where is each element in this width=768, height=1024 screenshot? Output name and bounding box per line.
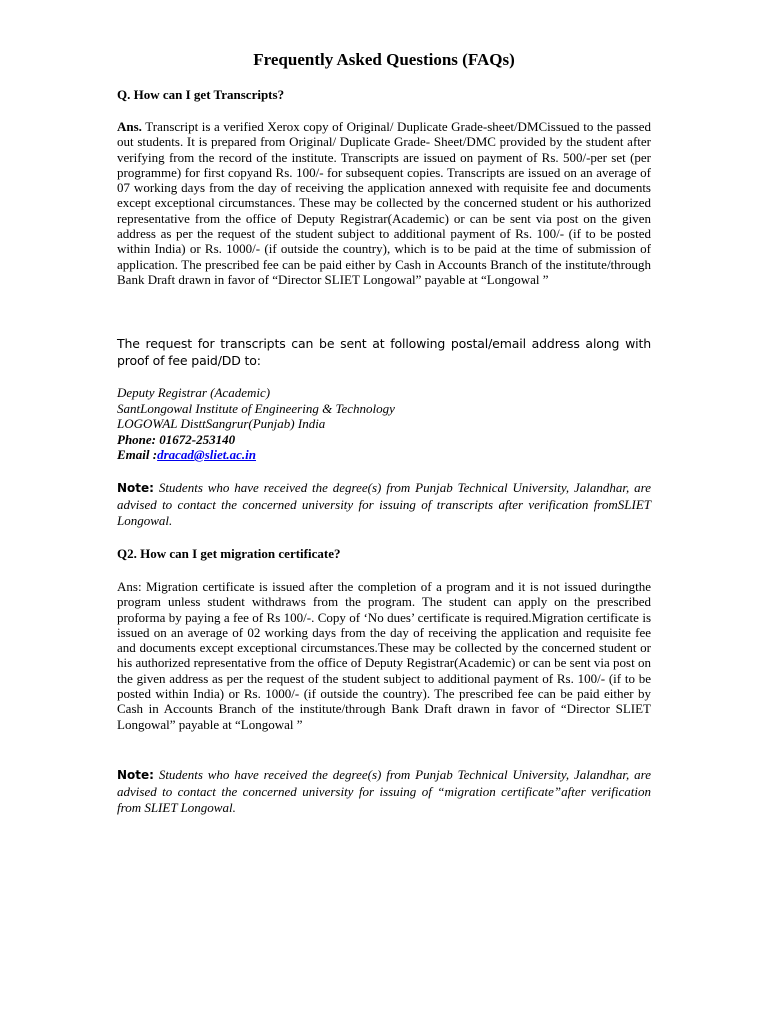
note-label: Note: bbox=[117, 481, 154, 495]
address-email-row bbox=[117, 447, 651, 463]
note-migration-text: Students who have received the degree(s) from Punjab Technical University, Jalandhar, are advised to contact the concerned university for issuing of “migration certificate”after verification from SLIET Longowal. bbox=[117, 767, 651, 815]
page-title: Frequently Asked Questions (FAQs) bbox=[253, 50, 515, 69]
postal-address bbox=[117, 385, 651, 463]
answer-migration: Ans: Migration certificate is issued after the completion of a program and it is not issued duringthe program unless student withdraws from the program. The student can apply on the prescribed proforma by paying a fee of Rs 100/-. Copy of ‘No dues’ certificate is required.Migration certificate is issued on an average of 02 working days from the day of receiving the application and requisite fee and documents except exceptional circumstances.These may be collected by the concerned student or his authorized representative from the office of Deputy Registrar(Academic) or can be sent via post on the given address as per the request of the student subject to additional payment of Rs. 100/- (if to be posted within India) or Rs. 1000/- (if outside the country). The prescribed fee can be paid either by Cash in Accounts Branch of the institute/through Bank Draft drawn in favor of “Director SLIET Longowal” payable at “Longowal ” bbox=[117, 579, 651, 732]
answer-label: Ans. bbox=[117, 119, 142, 134]
address-phone: Phone: 01672-253140 bbox=[117, 431, 236, 447]
answer-transcripts-text: Transcript is a verified Xerox copy of Original/ Duplicate Grade-sheet/DMCissued to the passed out students. It is prepared from Original/ Duplicate Grade- Sheet/DMC provided by the student after verifying from the record of the institute. Transcripts are issued on payment of Rs. 500/-per set (per programme) for first copyand Rs. 100/- for subsequent copies. Transcripts are issued on an average of 07 working days from the day of receiving the application annexed with requisite fee and documents except exceptional circumstances. These may be collected by the concerned student or his authorized representative from the office of Deputy Registrar(Academic) or can be sent via post on the given address as per the request of the student subject to additional payment of Rs. 100/- (if to be posted within India) or Rs. 1000/- (if outside the country), which is to be paid at the time of submission of application. The prescribed fee can be paid either by Cash in Accounts Branch of the institute/through Bank Draft drawn in favor of “Director SLIET Longowal” payable at “Longowal ” bbox=[117, 119, 651, 287]
email-label: Email : bbox=[117, 447, 158, 462]
note-transcripts bbox=[117, 480, 651, 530]
address-line-city: LOGOWAL DisttSangrur(Punjab) India bbox=[117, 416, 326, 431]
question-migration: Q2. How can I get migration certificate? bbox=[117, 546, 341, 561]
note-transcripts-text: Students who have received the degree(s) from Punjab Technical University, Jalandhar, are advised to contact the concerned university for issuing of transcripts after verification fromSLIET Longowal. bbox=[117, 480, 651, 528]
email-link[interactable]: dracad@sliet.ac.in bbox=[157, 447, 257, 462]
note-label: Note: bbox=[117, 768, 154, 782]
address-line-institute: SantLongowal Institute of Engineering & Technology bbox=[117, 400, 395, 416]
address-line-office: Deputy Registrar (Academic) bbox=[117, 385, 271, 400]
answer-transcripts bbox=[117, 119, 651, 287]
transcript-request-text: The request for transcripts can be sent at following postal/email address along with proof of fee paid/DD to: bbox=[117, 336, 651, 368]
question-transcripts: Q. How can I get Transcripts? bbox=[117, 87, 285, 102]
note-migration bbox=[117, 767, 651, 817]
